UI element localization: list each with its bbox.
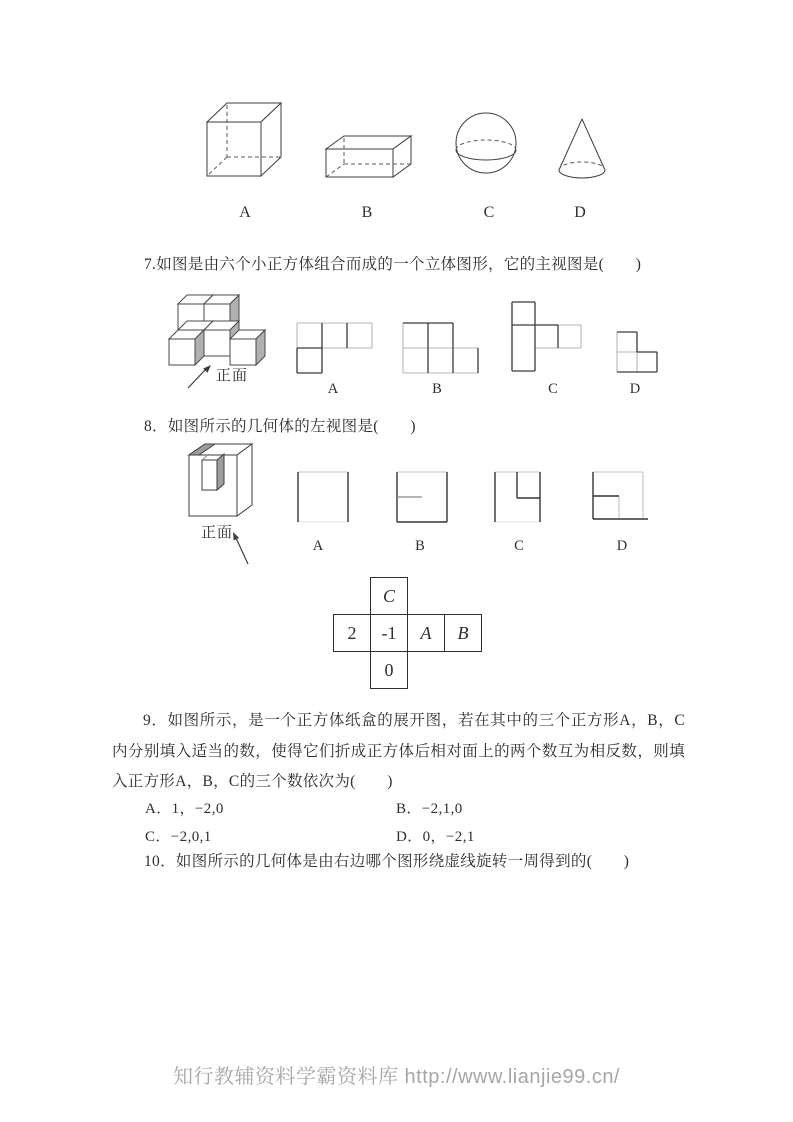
q9-option-c: C．−2,0,1 (145, 829, 212, 845)
q7-option-b-label: B (432, 381, 442, 397)
net-cell-c: C (371, 578, 408, 615)
shape-label-c: C (483, 204, 495, 221)
cube-net-table (333, 577, 482, 689)
q7-option-a-label: A (327, 381, 339, 397)
shape-label-d: D (574, 204, 586, 221)
q9-option-d: D．0，−2,1 (396, 829, 475, 845)
q8-option-a-figure (297, 471, 350, 524)
net-cell-neg1: -1 (371, 615, 408, 652)
q8-option-d-figure (592, 471, 650, 524)
net-cell-b: B (445, 615, 482, 652)
q8-option-d-label: D (616, 538, 628, 554)
question-10-text: 10．如图所示的几何体是由右边哪个图形绕虚线旋转一周得到的( ) (144, 853, 630, 870)
q8-front-arrow-icon (233, 532, 248, 564)
q9-option-b: B．−2,1,0 (396, 801, 463, 817)
shape-label-a: A (239, 204, 251, 221)
question-7-text: 7.如图是由六个小正方体组合而成的一个立体图形，它的主视图是( ) (144, 256, 642, 273)
q8-option-b-label: B (415, 538, 425, 554)
q8-option-b-figure (396, 471, 449, 524)
q7-option-c-label: C (548, 381, 558, 397)
q8-option-a-label: A (312, 538, 324, 554)
q9-option-a: A．1，−2,0 (145, 801, 224, 817)
q7-front-arrow-icon (188, 365, 211, 388)
cone-figure-icon (556, 116, 608, 182)
q7-option-d-label: D (629, 381, 641, 397)
net-cell-0: 0 (371, 652, 408, 689)
q7-option-d-figure (616, 331, 660, 375)
page-footer: 知行教辅资料学霸资料库 http://www.lianjie99.cn/ (173, 1066, 620, 1088)
question-8-text: 8．如图所示的几何体的左视图是( ) (144, 418, 416, 435)
cuboid-figure-icon (323, 133, 415, 181)
net-cell-a: A (408, 615, 445, 652)
q7-option-a-figure (296, 322, 374, 375)
q8-solid-figure (178, 438, 298, 573)
q8-option-c-figure (494, 471, 542, 524)
question-9-text: 9．如图所示，是一个正方体纸盒的展开图，若在其中的三个正方形A，B，C内分别填入适当的数，使得它们折成正方体后相对面上的两个数互为相反数，则填入正方形A，B，C的三个数依次为( ) (112, 712, 685, 790)
q7-cubes-figure (148, 288, 270, 398)
net-cell-2: 2 (334, 615, 371, 652)
q7-option-b-figure (402, 322, 480, 375)
q7-option-c-figure (511, 301, 583, 373)
shape-label-b: B (361, 204, 373, 221)
q8-front-label: 正面 (201, 525, 234, 541)
q8-option-c-label: C (514, 538, 524, 554)
q7-front-label: 正面 (216, 368, 249, 384)
cube-figure-icon (203, 100, 287, 180)
sphere-figure-icon (454, 110, 520, 178)
